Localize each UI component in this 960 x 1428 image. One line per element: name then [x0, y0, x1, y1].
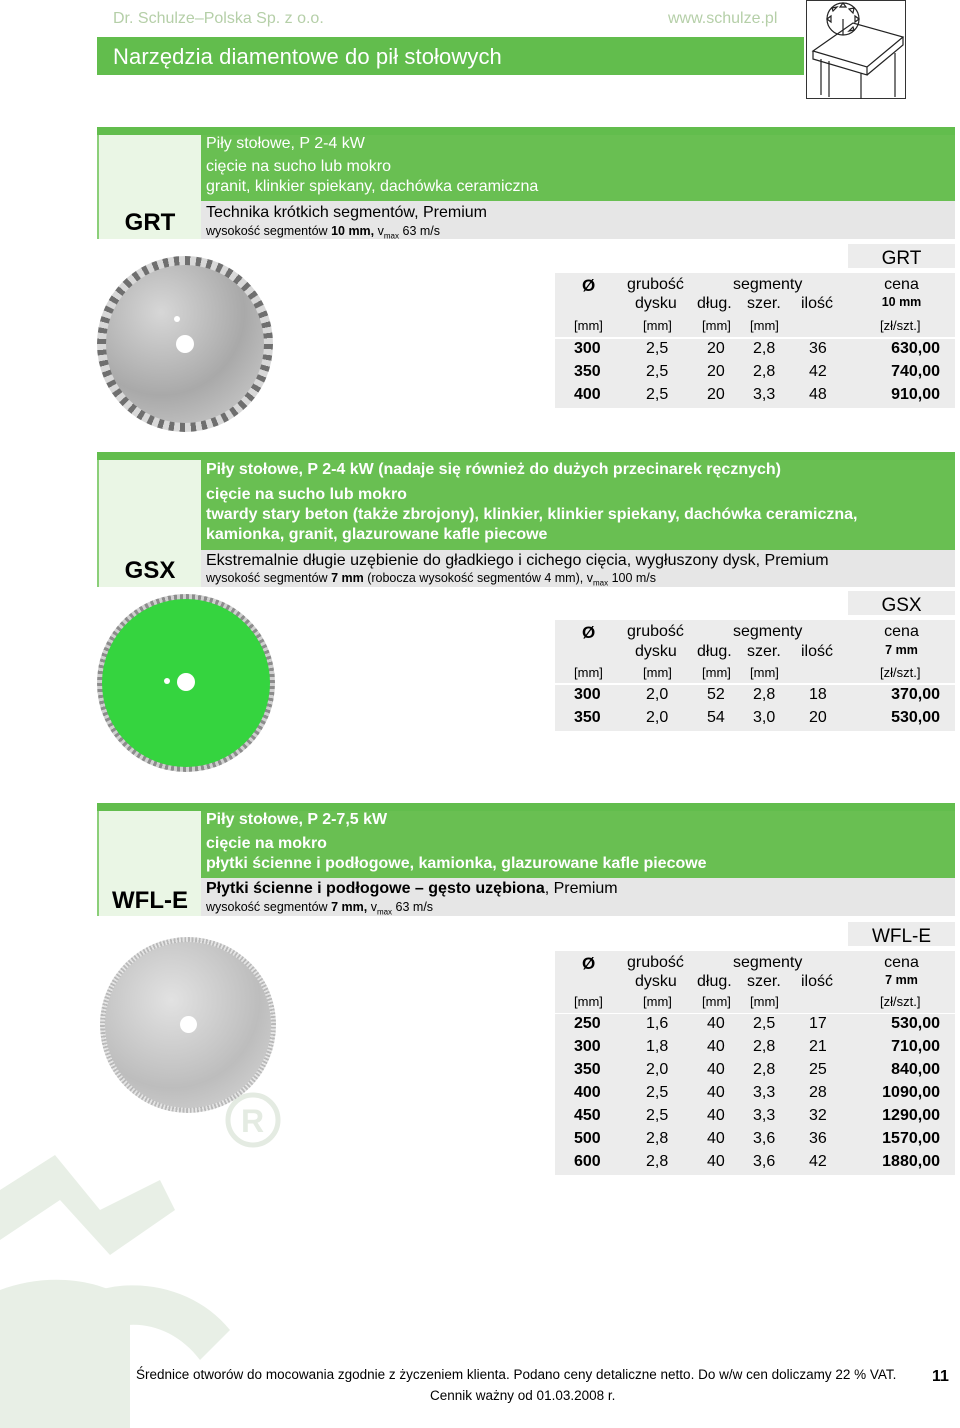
cell-cnt: 36: [809, 1130, 827, 1147]
tech-line: Ekstremalnie długie uzębienie do gładkiego i cichego cięcia, wygłuszony dysk, Premium: [206, 552, 829, 569]
col-seg-height: 7 mm: [885, 643, 918, 657]
cell-price: 840,00: [891, 1061, 940, 1078]
cell-dia: 250: [574, 1015, 601, 1032]
cell-wid: 3,3: [753, 1107, 776, 1124]
saw-blade-image: [100, 937, 276, 1113]
col-disc: dysku: [635, 295, 677, 312]
product-code: GSX: [124, 557, 176, 584]
tech-line: Technika krótkich segmentów, Premium: [206, 204, 487, 221]
section-grt: [97, 127, 955, 437]
page-number: 11: [932, 1368, 949, 1385]
cell-len: 40: [707, 1130, 725, 1147]
section-bar: [97, 452, 955, 460]
cell-dia: 300: [574, 340, 601, 357]
cell-price: 1290,00: [882, 1107, 940, 1124]
description-band: [201, 460, 955, 550]
unit: [mm]: [643, 665, 672, 680]
unit: [mm]: [750, 994, 779, 1009]
tech-line: [206, 880, 618, 898]
page-title-bar: [97, 37, 804, 75]
cell-cnt: 21: [809, 1038, 827, 1055]
spec-label: wysokość segmentów: [206, 900, 328, 914]
unit: [mm]: [702, 994, 731, 1009]
cell-dia: 450: [574, 1107, 601, 1124]
cell-len: 54: [707, 709, 725, 726]
spec-sub: max: [592, 578, 609, 588]
cell-wid: 2,8: [753, 1038, 776, 1055]
col-seg-height: 10 mm: [881, 295, 922, 309]
cell-wid: 3,0: [753, 709, 776, 726]
spec-speed: 63 m/s: [392, 900, 434, 914]
desc-line: cięcie na sucho lub mokro: [206, 486, 407, 503]
spec-label: wysokość segmentów: [206, 571, 328, 585]
cell-thick: 2,5: [646, 340, 669, 357]
website-link[interactable]: www.schulze.pl: [668, 10, 778, 27]
desc-line: Piły stołowe, P 2-4 kW: [206, 135, 365, 152]
cell-price: 530,00: [891, 1015, 940, 1032]
description-band: [201, 135, 955, 179]
col-segments: segmenty: [733, 623, 803, 640]
segment-spec: [206, 571, 656, 588]
product-code-box: [97, 811, 201, 916]
spec-speed: 100 m/s: [608, 571, 657, 585]
spec-v: v: [370, 900, 377, 914]
spec-label: wysokość segmentów: [206, 224, 328, 238]
unit: [zł/szt.]: [880, 665, 921, 680]
col-thickness: grubość: [627, 954, 684, 971]
tech-band: [201, 201, 955, 239]
cell-len: 40: [707, 1084, 725, 1101]
cell-dia: 300: [574, 686, 601, 703]
tech-band: [201, 878, 955, 916]
unit: [mm]: [574, 665, 603, 680]
cell-price: 370,00: [891, 686, 940, 703]
cell-dia: 350: [574, 709, 601, 726]
cell-len: 20: [707, 340, 725, 357]
product-code-box: [97, 460, 201, 587]
col-count: ilość: [801, 973, 834, 990]
cell-thick: 2,5: [646, 363, 669, 380]
desc-line: Piły stołowe, P 2-7,5 kW: [206, 811, 388, 828]
cell-thick: 2,8: [646, 1153, 669, 1170]
unit: [zł/szt.]: [880, 318, 921, 333]
cell-wid: 2,8: [753, 1061, 776, 1078]
cell-price: 630,00: [891, 340, 940, 357]
col-width: szer.: [747, 295, 781, 312]
cell-dia: 500: [574, 1130, 601, 1147]
cell-len: 40: [707, 1061, 725, 1078]
col-segments: segmenty: [733, 276, 803, 293]
product-code: GRT: [124, 209, 176, 236]
section-bar: [97, 803, 955, 811]
footer-note: Średnice otworów do mocowania zgodnie z życzeniem klienta. Podano ceny detaliczne netto. Do w/w cen doliczamy 22 % VAT.: [136, 1367, 897, 1382]
table-code: GRT: [881, 248, 922, 269]
cell-wid: 3,3: [753, 386, 776, 403]
col-width: szer.: [747, 643, 781, 660]
unit: [mm]: [750, 318, 779, 333]
table-code: GSX: [881, 595, 922, 616]
col-price: cena: [884, 954, 919, 971]
col-seg-height: 7 mm: [885, 973, 918, 987]
col-thickness: grubość: [627, 276, 684, 293]
col-count: ilość: [801, 643, 834, 660]
cell-cnt: 18: [809, 686, 827, 703]
segment-spec: [206, 900, 433, 917]
cell-len: 52: [707, 686, 725, 703]
cell-dia: 600: [574, 1153, 601, 1170]
tech-rest: , Premium: [544, 880, 618, 897]
cell-cnt: 32: [809, 1107, 827, 1124]
desc-line: cięcie na sucho lub mokro: [206, 158, 391, 175]
desc-line: granit, klinkier spiekany, dachówka ceramiczna: [206, 178, 539, 195]
unit: [mm]: [702, 665, 731, 680]
spec-height: 7 mm,: [331, 900, 368, 914]
cell-cnt: 42: [809, 1153, 827, 1170]
footer-validity: Cennik ważny od 01.03.2008 r.: [430, 1388, 616, 1403]
cell-price: 530,00: [891, 709, 940, 726]
cell-thick: 2,8: [646, 1130, 669, 1147]
cell-dia: 350: [574, 1061, 601, 1078]
unit: [mm]: [574, 994, 603, 1009]
spec-sub: max: [383, 231, 400, 241]
col-price: cena: [884, 276, 919, 293]
svg-text:R: R: [241, 1103, 265, 1139]
unit: [mm]: [574, 318, 603, 333]
unit: [mm]: [643, 994, 672, 1009]
cell-dia: 300: [574, 1038, 601, 1055]
col-length: dług.: [697, 295, 732, 312]
cell-wid: 2,8: [753, 340, 776, 357]
desc-line: Piły stołowe, P 2-4 kW (nadaje się również do dużych przecinarek ręcznych): [206, 461, 781, 478]
col-width: szer.: [747, 973, 781, 990]
cell-price: 1880,00: [882, 1153, 940, 1170]
cell-len: 20: [707, 363, 725, 380]
saw-blade-image: [97, 594, 275, 772]
cell-cnt: 25: [809, 1061, 827, 1078]
cell-thick: 2,0: [646, 686, 669, 703]
cell-thick: 2,0: [646, 1061, 669, 1078]
col-segments: segmenty: [733, 954, 803, 971]
spec-sub: max: [376, 907, 393, 917]
unit: [mm]: [643, 318, 672, 333]
desc-line: płytki ścienne i podłogowe, kamionka, glazurowane kafle piecowe: [206, 855, 707, 872]
product-code-box: [97, 135, 201, 239]
cell-cnt: 17: [809, 1015, 827, 1032]
cell-dia: 400: [574, 386, 601, 403]
cell-price: 910,00: [891, 386, 940, 403]
spec-v: (robocza wysokość segmentów 4 mm), v: [363, 571, 593, 585]
col-length: dług.: [697, 643, 732, 660]
cell-len: 40: [707, 1038, 725, 1055]
spec-v: v: [377, 224, 384, 238]
cell-len: 40: [707, 1153, 725, 1170]
unit: [mm]: [750, 665, 779, 680]
cell-len: 20: [707, 386, 725, 403]
cell-thick: 2,5: [646, 1107, 669, 1124]
saw-blade-image: [97, 256, 273, 432]
section-wfl-e: [97, 803, 955, 1193]
spec-height: 10 mm,: [331, 224, 375, 238]
price-table: [555, 244, 955, 409]
cell-price: 1090,00: [882, 1084, 940, 1101]
tech-band: [201, 550, 955, 587]
cell-wid: 2,8: [753, 363, 776, 380]
page-title: Narzędzia diamentowe do pił stołowych: [113, 44, 502, 69]
spec-height: 7 mm: [331, 571, 364, 585]
cell-wid: 3,6: [753, 1130, 776, 1147]
col-diameter: Ø: [582, 276, 596, 295]
company-name: Dr. Schulze–Polska Sp. z o.o.: [113, 10, 324, 27]
spec-speed: 63 m/s: [399, 224, 441, 238]
cell-cnt: 20: [809, 709, 827, 726]
cell-thick: 1,6: [646, 1015, 669, 1032]
cell-cnt: 36: [809, 340, 827, 357]
cell-price: 1570,00: [882, 1130, 940, 1147]
cell-thick: 2,5: [646, 386, 669, 403]
cell-thick: 2,0: [646, 709, 669, 726]
cell-wid: 2,5: [753, 1015, 776, 1032]
col-thickness: grubość: [627, 623, 684, 640]
section-bar: [97, 127, 955, 135]
cell-dia: 400: [574, 1084, 601, 1101]
product-code: WFL-E: [112, 887, 188, 914]
cell-cnt: 28: [809, 1084, 827, 1101]
segment-spec: [206, 224, 440, 241]
col-diameter: Ø: [582, 954, 596, 973]
cell-thick: 1,8: [646, 1038, 669, 1055]
cell-thick: 2,5: [646, 1084, 669, 1101]
cell-wid: 3,3: [753, 1084, 776, 1101]
price-table: [555, 922, 955, 1182]
cell-cnt: 42: [809, 363, 827, 380]
cell-len: 40: [707, 1015, 725, 1032]
price-table: [555, 591, 955, 731]
col-disc: dysku: [635, 973, 677, 990]
cell-cnt: 48: [809, 386, 827, 403]
cell-price: 740,00: [891, 363, 940, 380]
table-saw-icon: [806, 0, 906, 99]
col-price: cena: [884, 623, 919, 640]
cell-len: 40: [707, 1107, 725, 1124]
cell-wid: 2,8: [753, 686, 776, 703]
table-code: WFL-E: [871, 926, 932, 947]
desc-line: kamionka, granit, glazurowane kafle piecowe: [206, 526, 548, 543]
desc-line: twardy stary beton (także zbrojony), klinkier, klinkier spiekany, dachówka ceramiczna,: [206, 506, 858, 523]
col-length: dług.: [697, 973, 732, 990]
desc-line: cięcie na mokro: [206, 835, 327, 852]
description-band: [201, 811, 955, 878]
section-gsx: [97, 452, 955, 777]
description-band: [201, 179, 955, 201]
unit: [mm]: [702, 318, 731, 333]
tech-bold: Płytki ścienne i podłogowe – gęsto uzębiona: [206, 880, 545, 897]
col-count: ilość: [801, 295, 834, 312]
unit: [zł/szt.]: [880, 994, 921, 1009]
col-disc: dysku: [635, 643, 677, 660]
col-diameter: Ø: [582, 623, 596, 642]
cell-price: 710,00: [891, 1038, 940, 1055]
cell-wid: 3,6: [753, 1153, 776, 1170]
cell-dia: 350: [574, 363, 601, 380]
